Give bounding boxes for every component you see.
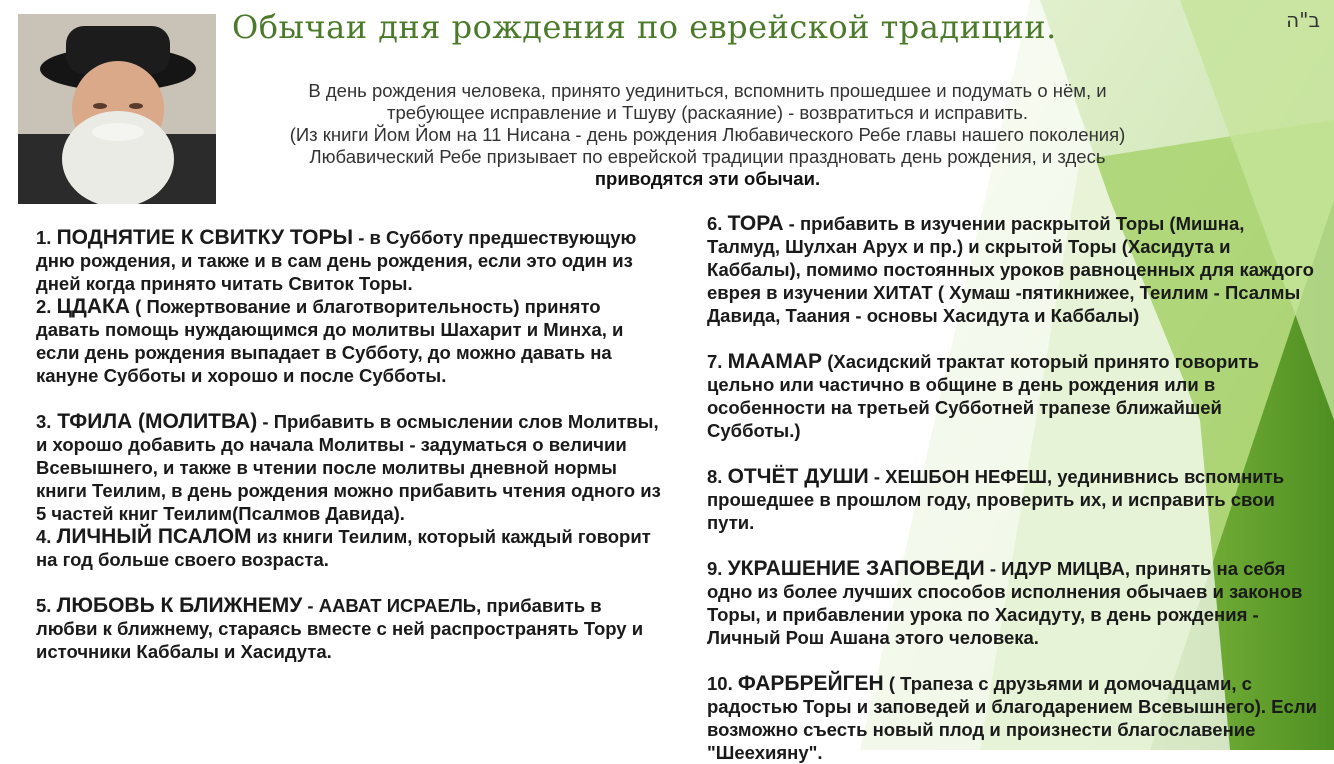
customs-list-left xyxy=(36,226,668,663)
item-title: ТОРА xyxy=(727,212,784,235)
item-text: - ААВАТ ИСРАЕЛЬ, прибавить в любви к ближнему, стараясь вместе с ней распространять Тору и источники Каббалы и Хасидута. xyxy=(36,595,644,662)
item-number: 5. xyxy=(36,595,52,616)
item-number: 1. xyxy=(36,227,52,248)
list-item xyxy=(36,594,668,663)
list-item xyxy=(707,350,1319,442)
item-title: ТФИЛА (МОЛИТВА) xyxy=(51,410,258,433)
item-title: ОТЧЁТ ДУШИ xyxy=(727,465,869,488)
item-text: - в Субботу предшествующую дню рождения, и также и в сам день рождения, если это один из дней когда принято читать Свиток Торы. xyxy=(36,227,637,294)
item-title: ЦДАКА xyxy=(56,295,131,318)
item-number: 9. xyxy=(707,558,723,579)
item-text: - ХЕШБОН НЕФЕШ, уединивнись вспомнить прошедшее в прошлом году, проверить их, и исправить свои пути. xyxy=(707,466,1285,533)
item-title: МААМАР xyxy=(727,350,823,373)
intro-line: требующее исправление и Тшуву (раскаяние) - возвратиться и исправить. xyxy=(386,102,1029,123)
list-item xyxy=(36,525,668,571)
item-number: 7. xyxy=(707,351,723,372)
item-number: 10. xyxy=(707,673,733,694)
intro-paragraph xyxy=(230,80,1185,190)
page-title: Обычаи дня рождения по еврейской традиции. xyxy=(232,8,1057,46)
item-text: - Прибавить в осмыслении слов Молитвы, и хорошо добавить до начала Молитвы - задуматься о величии Всевышнего, и также в чтении после молитвы дневной нормы книги Теилим, в день рождения можно прибавить чтения одного из 5 частей книг Теилим(Псалмов Давида). xyxy=(36,411,661,524)
intro-line: Любавический Ребе призывает по еврейской традиции праздновать день рождения, и здесь xyxy=(309,146,1106,167)
item-text: из книги Теилим, который каждый говорит на год больше своего возраста. xyxy=(36,526,651,570)
item-number: 8. xyxy=(707,466,723,487)
item-text: (Хасидский трактат который принято говорить цельно или частично в общине в день рождения или в особенности на третьей Субботней трапезе ближайшей Субботы.) xyxy=(707,351,1260,441)
list-item xyxy=(36,226,668,295)
intro-line: приводятся эти обычаи. xyxy=(594,168,821,189)
item-text: - ИДУР МИЦВА, принять на себя одно из более лучших способов исполнения обычаев и законов Торы, и прибавлении урока по Хасидуту, в день рождения - Личный Рош Ашана этого человека. xyxy=(707,558,1303,648)
intro-line: (Из книги Йом Йом на 11 Нисана - день рождения Любавического Ребе главы нашего поколения) xyxy=(289,124,1126,145)
rabbi-portrait-image xyxy=(18,14,216,204)
list-item xyxy=(36,295,668,387)
item-number: 3. xyxy=(36,411,52,432)
item-title: ПОДНЯТИЕ К СВИТКУ ТОРЫ xyxy=(56,226,354,249)
customs-list-right xyxy=(707,212,1319,764)
item-title: ЛЮБОВЬ К БЛИЖНЕМУ xyxy=(56,594,303,617)
item-text: - прибавить в изучении раскрытой Торы (Мишна, Талмуд, Шулхан Арух и пр.) и скрытой Торы (Хасидута и Каббалы), помимо постоянных уроков равноценных для каждого еврея в изучении ХИТАТ ( Хумаш -пятикнижее, Теилим - Псалмы Давида, Таания - основы Хасидута и Каббалы) xyxy=(707,213,1314,326)
list-item xyxy=(707,465,1319,534)
item-text: ( Трапеза с друзьями и домочадцами, с радостью Торы и заповедей и благодарением Всевышнего). Если возможно съесть новый плод и произнести благославение "Шеехияну". xyxy=(707,673,1317,763)
list-item xyxy=(36,410,668,525)
intro-line: В день рождения человека, принято уединиться, вспомнить прошедшее и подумать о нём, и xyxy=(308,80,1107,101)
item-number: 4. xyxy=(36,526,52,547)
item-title: УКРАШЕНИЕ ЗАПОВЕДИ xyxy=(727,557,985,580)
item-number: 2. xyxy=(36,296,52,317)
corner-mark: ב"ה xyxy=(1286,8,1320,32)
item-number: 6. xyxy=(707,213,723,234)
list-item xyxy=(707,557,1319,649)
item-title: ЛИЧНЫЙ ПСАЛОМ xyxy=(56,525,252,548)
list-item xyxy=(707,212,1319,327)
list-item xyxy=(707,672,1319,764)
item-title: ФАРБРЕЙГЕН xyxy=(737,672,884,695)
item-text: ( Пожертвование и благотворительность) принято давать помощь нуждающимся до молитвы Шахарит и Минха, и если день рождения выпадает в Субботу, до можно давать на кануне Субботы и хорошо и после Субботы. xyxy=(36,296,624,386)
